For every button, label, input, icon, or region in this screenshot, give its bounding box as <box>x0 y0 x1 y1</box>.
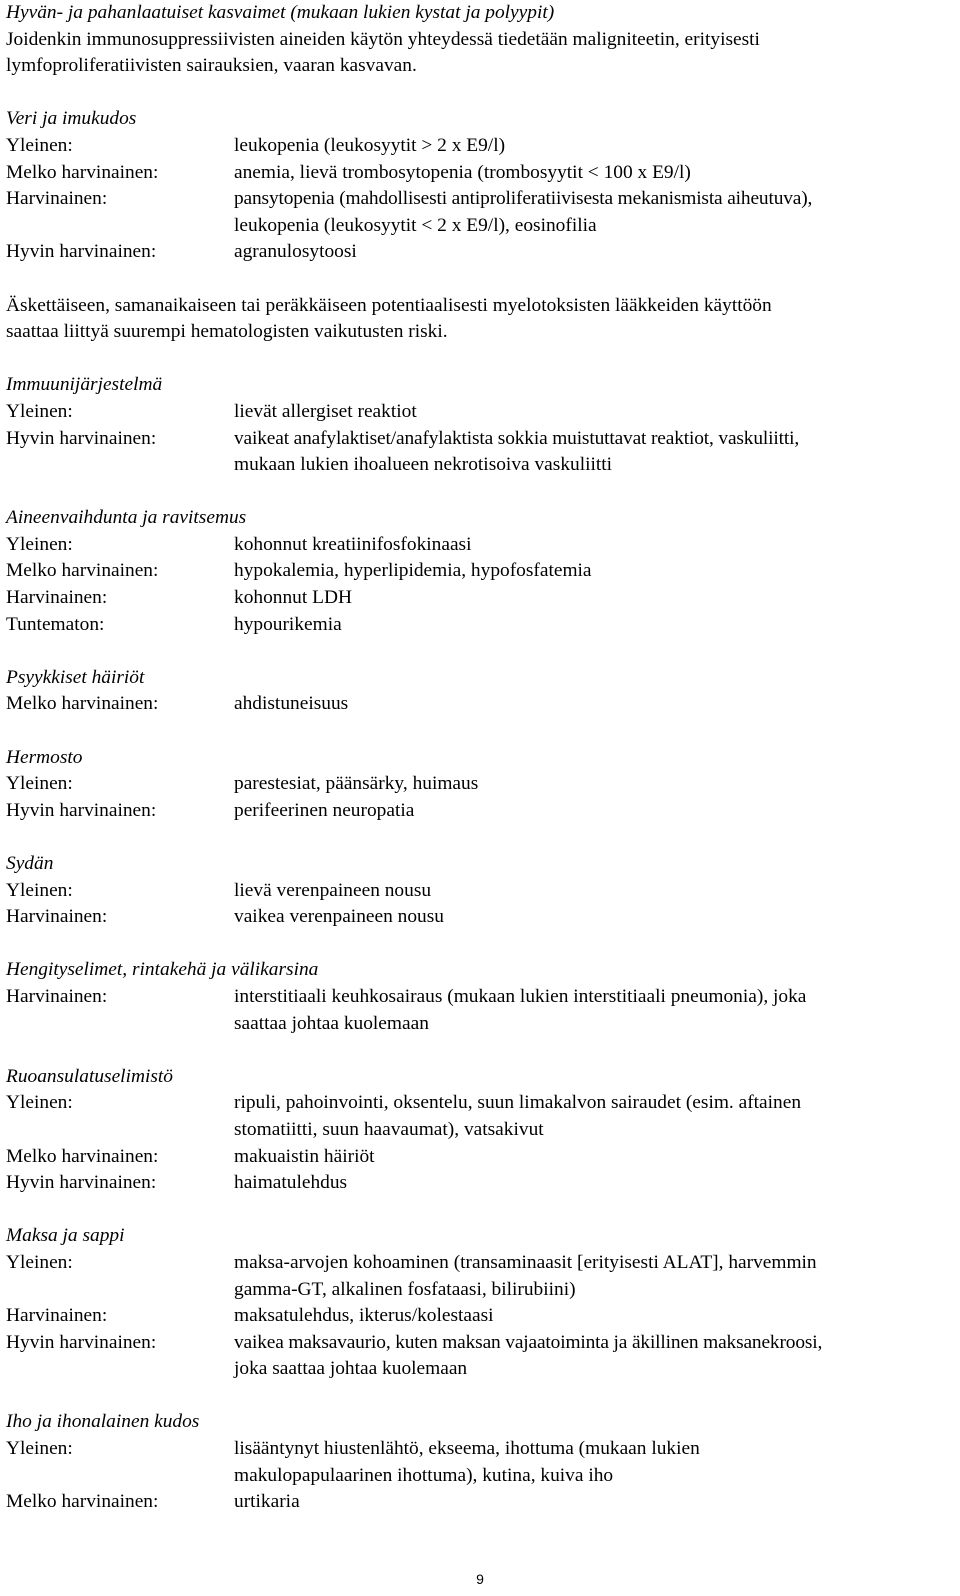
frequency-row <box>0 133 960 160</box>
effect-text <box>234 1090 950 1143</box>
spacer <box>0 479 960 506</box>
effect-line: anemia, lievä trombosytopenia (trombosyytit < 100 x E9/l) <box>234 161 691 183</box>
frequency-label: Yleinen: <box>6 134 73 156</box>
effect-text <box>234 612 950 639</box>
effect-text <box>234 239 950 266</box>
effect-text <box>234 798 950 825</box>
effect-line: leukopenia (leukosyytit < 2 x E9/l), eosinofilia <box>234 214 597 236</box>
frequency-row <box>0 1144 960 1171</box>
frequency-label: Harvinainen: <box>6 188 108 210</box>
spacer <box>0 1383 960 1410</box>
effect-line: kohonnut kreatiinifosfokinaasi <box>234 533 472 555</box>
frequency-row <box>0 239 960 266</box>
spacer <box>0 266 960 293</box>
effect-line: perifeerinen neuropatia <box>234 799 415 821</box>
effect-line: kohonnut LDH <box>234 587 352 609</box>
frequency-label: Yleinen: <box>6 1251 73 1273</box>
frequency-label: Melko harvinainen: <box>6 693 159 715</box>
frequency-row <box>0 399 960 426</box>
effect-text <box>234 1303 950 1330</box>
section-heading-nervous: Hermosto <box>6 746 83 768</box>
section-heading-liver: Maksa ja sappi <box>6 1225 125 1247</box>
frequency-label: Yleinen: <box>6 879 73 901</box>
effect-text <box>234 771 950 798</box>
frequency-row <box>0 1330 960 1383</box>
frequency-row <box>0 691 960 718</box>
effect-line: maksa-arvojen kohoaminen (transaminaasit [erityisesti ALAT], harvemmin <box>234 1251 817 1273</box>
spacer <box>0 346 960 373</box>
spacer <box>0 718 960 745</box>
frequency-label: Hyvin harvinainen: <box>6 1172 157 1194</box>
effect-line: vaikea maksavaurio, kuten maksan vajaatoiminta ja äkillinen maksanekroosi, <box>234 1331 823 1353</box>
frequency-label: Tuntematon: <box>6 613 105 635</box>
effect-text <box>234 1170 950 1197</box>
frequency-row <box>0 771 960 798</box>
frequency-label: Harvinainen: <box>6 985 108 1007</box>
effect-text <box>234 160 950 187</box>
effect-line: maksatulehdus, ikterus/kolestaasi <box>234 1305 494 1327</box>
section-heading-neoplasms: Hyvän- ja pahanlaatuiset kasvaimet (mukaan lukien kystat ja polyypit) <box>6 2 555 23</box>
section-heading-gastrointestinal: Ruoansulatuselimistö <box>6 1065 173 1087</box>
section-heading-psychiatric: Psyykkiset häiriöt <box>6 666 145 688</box>
effect-line: hypokalemia, hyperlipidemia, hypofosfatemia <box>234 560 592 582</box>
effect-line: interstitiaali keuhkosairaus (mukaan lukien interstitiaali pneumonia), joka <box>234 985 807 1007</box>
frequency-label: Melko harvinainen: <box>6 1491 159 1513</box>
frequency-row <box>0 585 960 612</box>
spacer <box>0 1037 960 1064</box>
frequency-label: Harvinainen: <box>6 587 108 609</box>
effect-line: ahdistuneisuus <box>234 693 349 715</box>
section-heading-skin: Iho ja ihonalainen kudos <box>6 1411 200 1433</box>
section-heading-immune: Immuunijärjestelmä <box>6 374 163 396</box>
intro-text-line: Joidenkin immunosuppressiivisten aineiden käytön yhteydessä tiedetään maligniteetin, erityisesti <box>6 28 760 50</box>
frequency-label: Melko harvinainen: <box>6 560 159 582</box>
frequency-row <box>0 426 960 479</box>
frequency-label: Yleinen: <box>6 1092 73 1114</box>
effect-line: lisääntynyt hiustenlähtö, ekseema, ihottuma (mukaan lukien <box>234 1438 700 1460</box>
section-heading-blood: Veri ja imukudos <box>6 108 137 130</box>
effect-line: makuaistin häiriöt <box>234 1145 375 1167</box>
frequency-row <box>0 984 960 1037</box>
frequency-label: Hyvin harvinainen: <box>6 427 157 449</box>
effect-line: vaikeat anafylaktiset/anafylaktista sokkia muistuttavat reaktiot, vaskuliitti, <box>234 427 800 449</box>
effect-text <box>234 1330 950 1383</box>
spacer <box>0 638 960 665</box>
frequency-label: Yleinen: <box>6 1438 73 1460</box>
spacer <box>0 1197 960 1224</box>
page-number: 9 <box>476 1571 484 1587</box>
effect-line: agranulosytoosi <box>234 241 357 263</box>
effect-line: makulopapulaarinen ihottuma), kutina, kuiva iho <box>234 1464 614 1486</box>
frequency-row <box>0 798 960 825</box>
effect-line: saattaa johtaa kuolemaan <box>234 1012 429 1034</box>
effect-line: urtikaria <box>234 1491 300 1513</box>
blood-note-line: saattaa liittyä suurempi hematologisten vaikutusten riski. <box>6 321 448 343</box>
effect-text <box>234 399 950 426</box>
effect-line: pansytopenia (mahdollisesti antiproliferatiivisesta mekanismista aiheutuva), <box>234 188 813 210</box>
effect-line: lievät allergiset reaktiot <box>234 400 417 422</box>
section-heading-metabolism: Aineenvaihdunta ja ravitsemus <box>6 507 247 529</box>
effect-text <box>234 1144 950 1171</box>
effect-text <box>234 426 950 479</box>
frequency-row <box>0 186 960 239</box>
effect-text <box>234 1250 950 1303</box>
intro-text-line: lymfoproliferatiivisten sairauksien, vaaran kasvavan. <box>6 55 417 77</box>
effect-text <box>234 1436 950 1489</box>
effect-line: hypourikemia <box>234 613 342 635</box>
effect-line: lievä verenpaineen nousu <box>234 879 432 901</box>
frequency-label: Harvinainen: <box>6 1305 108 1327</box>
frequency-row <box>0 1090 960 1143</box>
effect-line: ripuli, pahoinvointi, oksentelu, suun limakalvon sairaudet (esim. aftainen <box>234 1092 802 1114</box>
frequency-row <box>0 1489 960 1516</box>
effect-line: parestesiat, päänsärky, huimaus <box>234 773 479 795</box>
effect-text <box>234 532 950 559</box>
effect-text <box>234 1489 950 1516</box>
section-heading-cardiac: Sydän <box>6 853 54 874</box>
effect-text <box>234 691 950 718</box>
frequency-row <box>0 878 960 905</box>
effect-text <box>234 984 950 1037</box>
frequency-row <box>0 1170 960 1197</box>
effect-text <box>234 133 950 160</box>
frequency-label: Yleinen: <box>6 400 73 422</box>
effect-text <box>234 186 950 239</box>
frequency-row <box>0 532 960 559</box>
effect-text <box>234 878 950 905</box>
effect-line: stomatiitti, suun haavaumat), vatsakivut <box>234 1118 544 1140</box>
frequency-row <box>0 904 960 931</box>
section-heading-respiratory: Hengityselimet, rintakehä ja välikarsina <box>6 959 319 981</box>
spacer <box>0 824 960 851</box>
blood-note-line: Äskettäiseen, samanaikaiseen tai peräkkäiseen potentiaalisesti myelotoksisten lääkkeiden käyttöön <box>6 294 772 316</box>
frequency-label: Hyvin harvinainen: <box>6 799 157 821</box>
frequency-row <box>0 612 960 639</box>
frequency-label: Harvinainen: <box>6 906 108 928</box>
effect-text <box>234 585 950 612</box>
effect-line: joka saattaa johtaa kuolemaan <box>234 1358 468 1380</box>
frequency-row <box>0 160 960 187</box>
effect-line: vaikea verenpaineen nousu <box>234 906 444 928</box>
frequency-label: Yleinen: <box>6 773 73 795</box>
frequency-row <box>0 1303 960 1330</box>
frequency-label: Melko harvinainen: <box>6 1145 159 1167</box>
effect-text <box>234 904 950 931</box>
frequency-row <box>0 1250 960 1303</box>
effect-line: haimatulehdus <box>234 1172 348 1194</box>
frequency-label: Melko harvinainen: <box>6 161 159 183</box>
frequency-label: Hyvin harvinainen: <box>6 1331 157 1353</box>
frequency-row <box>0 558 960 585</box>
effect-text <box>234 558 950 585</box>
effect-line: leukopenia (leukosyytit > 2 x E9/l) <box>234 134 506 156</box>
effect-line: mukaan lukien ihoalueen nekrotisoiva vaskuliitti <box>234 454 613 476</box>
spacer <box>0 931 960 958</box>
frequency-row <box>0 1436 960 1489</box>
spacer <box>0 80 960 107</box>
effect-line: gamma-GT, alkalinen fosfataasi, bilirubiini) <box>234 1278 576 1300</box>
frequency-label: Hyvin harvinainen: <box>6 241 157 263</box>
frequency-label: Yleinen: <box>6 533 73 555</box>
